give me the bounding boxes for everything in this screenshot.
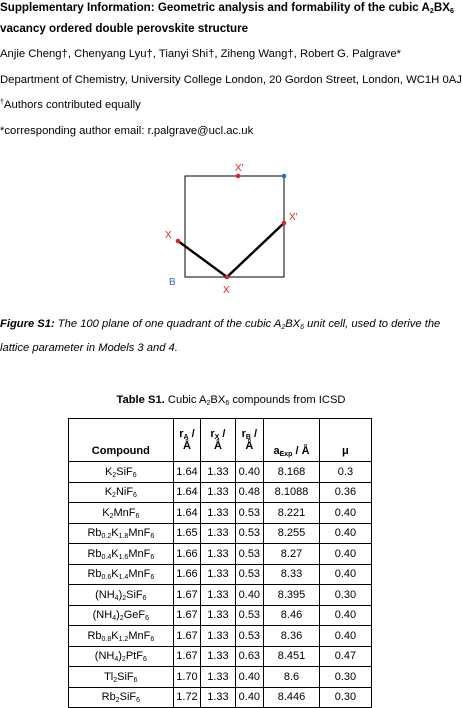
formula-subscript: 0.2 [101,533,112,541]
x-prime-top-atom [236,174,241,179]
cell-rb: 0.53 [235,626,264,647]
formula-subscript: 0.6 [101,574,112,582]
cell-compound [69,482,174,503]
header-rx-angstrom: Å [213,440,222,452]
formula-subscript: 6 [142,656,147,664]
cell-aexp: 8.46 [264,605,320,626]
cell-mu: 0.40 [319,523,371,544]
unit-cell-diagram [150,158,310,298]
formula-subscript: 6 [145,615,149,623]
figure-caption-text: The 100 plane of one quadrant of the cubic A [54,318,282,330]
cell-mu: 0.40 [319,605,371,626]
cell-compound [69,605,174,626]
cell-ra: 1.67 [173,585,201,606]
cell-aexp: 8.36 [264,626,320,647]
caption-subscript: 2 [206,400,211,407]
table-row [69,482,372,503]
corresponding-text: *corresponding author email: r.palgrave@ucl.ac.uk [0,125,254,137]
cell-rx: 1.33 [201,585,235,606]
formula-text: K [111,629,119,642]
header-ra [173,419,201,462]
formula-text: K [102,506,110,519]
x-prime-right-atom [282,221,287,226]
formula-subscript: 4 [114,594,119,602]
formula-subscript: 1.4 [118,574,129,582]
formula-subscript: 2 [122,594,127,602]
formula-text: K [105,465,113,478]
formula-subscript: 6 [133,676,138,684]
cell-rb: 0.53 [235,605,264,626]
table-row [69,626,372,647]
formula-text: SiF [117,670,134,683]
label-x-prime-right: X′ [289,212,298,223]
label-x-left: X [165,230,172,241]
figure-caption-text: BX [285,318,301,330]
cell-ra: 1.66 [173,544,201,565]
corresponding-author [0,125,253,137]
cell-mu: 0.40 [319,564,371,585]
cell-compound [69,646,174,667]
cell-mu: 0.3 [319,462,371,483]
formula-subscript: 6 [150,533,155,541]
cell-rb: 0.63 [235,646,264,667]
cell-aexp: 8.6 [264,667,320,688]
formula-subscript: 4 [112,615,117,623]
formula-subscript: 2 [112,492,116,500]
cell-rx: 1.33 [201,462,235,483]
formula-text: SiF [126,588,143,601]
header-aexp [264,419,320,462]
table-row [69,687,372,708]
formula-text: MnF [113,506,136,519]
formula-subscript: 6 [150,635,155,643]
header-mu [319,419,371,462]
caption-subscript: 2 [281,324,286,331]
document-title-line2 [0,22,248,35]
table-row [69,667,372,688]
compounds-table [68,418,372,708]
cell-rb: 0.40 [235,585,264,606]
cell-mu: 0.40 [319,544,371,565]
cell-ra: 1.67 [173,626,201,647]
header-ra-sub: A [183,434,189,441]
equal-contribution-note [0,99,141,111]
formula-subscript: 2 [119,615,124,623]
cell-rb: 0.40 [235,462,264,483]
cell-rx: 1.33 [201,482,235,503]
header-rx [201,419,235,462]
header-rb-unit: / [250,428,258,440]
figure-caption-text-line2: lattice parameter in Models 3 and 4. [0,342,178,354]
header-rb [235,419,264,462]
cell-ra: 1.64 [173,482,201,503]
table-row [69,646,372,667]
header-mu-symbol: μ [342,445,349,457]
formula-text: Tl [104,670,114,683]
affiliation [0,74,462,86]
formula-text: MnF [128,568,151,581]
formula-subscript: 1.6 [118,553,129,561]
cell-mu: 0.30 [319,667,371,688]
cell-mu: 0.47 [319,646,371,667]
cell-rb: 0.53 [235,503,264,524]
formula-text: Rb [87,527,102,540]
table-caption [0,394,462,406]
formula-text: PtF [125,650,143,663]
cell-rb: 0.53 [235,564,264,585]
formula-text: Rb [101,691,116,704]
table-row [69,544,372,565]
figure-caption-label: Figure S1: [0,318,55,330]
table-row [69,462,372,483]
cell-compound [69,462,174,483]
cell-ra: 1.67 [173,605,201,626]
bond-right [227,223,284,277]
cell-ra: 1.72 [173,687,201,708]
header-rx-symbol: r [210,428,215,440]
cell-compound [69,687,174,708]
header-aexp-symbol: a [273,445,280,457]
table-caption-text: BX [210,394,226,406]
cell-aexp: 8.395 [264,585,320,606]
unit-cell-frame [185,176,284,277]
formula-text: ) [116,609,120,622]
document-title [0,1,454,14]
table-row [69,564,372,585]
table-row [69,585,372,606]
header-rb-symbol: r [241,428,246,440]
cell-aexp: 8.221 [264,503,320,524]
cell-mu: 0.36 [319,482,371,503]
title-text-line2: vacancy ordered double perovskite structure [0,22,249,35]
cell-aexp: 8.33 [264,564,320,585]
formula-subscript: 2 [109,512,114,520]
formula-text: SiF [116,465,133,478]
header-rb-angstrom: Å [245,440,254,452]
label-x-bottom: X [223,285,230,296]
cell-compound [69,523,174,544]
header-ra-angstrom: Å [183,440,191,452]
figure-caption-line2 [0,342,178,354]
cell-compound [69,667,174,688]
formula-subscript: 6 [132,471,137,479]
formula-text: MnF [128,527,151,540]
header-compound [69,419,174,462]
formula-subscript: 6 [136,697,141,705]
cell-aexp: 8.27 [264,544,320,565]
formula-text: GeF [123,609,146,622]
formula-subscript: 6 [150,574,155,582]
formula-subscript: 2 [113,676,118,684]
title-subscript: 2 [429,8,434,15]
formula-text: MnF [128,629,151,642]
formula-text: K [104,486,113,499]
cell-rb: 0.48 [235,482,264,503]
cell-mu: 0.30 [319,585,371,606]
formula-text: K [111,547,119,560]
table-row [69,523,372,544]
cell-ra: 1.66 [173,564,201,585]
caption-subscript: 6 [225,400,230,407]
formula-subscript: 2 [112,471,117,479]
cell-rb: 0.40 [235,667,264,688]
label-x-prime-top: X′ [235,163,244,174]
cell-ra: 1.64 [173,503,201,524]
header-rx-sub: X [214,434,220,441]
formula-text: SiF [119,691,137,704]
cell-aexp: 8.168 [264,462,320,483]
table-header-row [69,419,372,462]
cell-rb: 0.40 [235,687,264,708]
cell-aexp: 8.1088 [264,482,320,503]
x-left-atom [176,239,181,244]
formula-subscript: 6 [135,512,140,520]
cell-rx: 1.33 [201,687,235,708]
header-ra-symbol: r [179,428,184,440]
header-rb-sub: B [245,434,251,441]
cell-rx: 1.33 [201,646,235,667]
table-row [69,503,372,524]
formula-subscript: 6 [150,553,155,561]
formula-text: K [111,568,119,581]
cell-rx: 1.33 [201,667,235,688]
formula-text: (NH [92,609,113,622]
cell-aexp: 8.446 [264,687,320,708]
formula-text: Rb [87,629,102,642]
cell-compound [69,544,174,565]
cell-ra: 1.64 [173,462,201,483]
cell-compound [69,564,174,585]
formula-text: MnF [128,547,151,560]
header-ra-unit: / [188,428,195,440]
cell-rx: 1.33 [201,605,235,626]
cell-rx: 1.33 [201,626,235,647]
formula-subscript: 6 [142,594,147,602]
cell-rb: 0.53 [235,523,264,544]
formula-text: K [111,527,119,540]
cell-mu: 0.40 [319,626,371,647]
formula-subscript: 0.8 [101,635,112,643]
table-caption-text: Cubic A [164,394,207,406]
formula-subscript: 2 [121,656,126,664]
equal-note-text: Authors contributed equally [3,99,141,111]
cell-rx: 1.33 [201,564,235,585]
formula-text: (NH [94,650,115,663]
author-names: Anjie Cheng†, Chenyang Lyu†, Tianyi Shi†, Ziheng Wang†, Robert G. Palgrave* [0,48,402,60]
formula-subscript: 6 [133,492,137,500]
title-text-mid: BX [433,1,450,14]
header-aexp-sub: Exp [279,451,293,458]
dagger-mark: † [0,99,4,106]
formula-text: ) [118,650,122,663]
cell-rb: 0.53 [235,544,264,565]
formula-subscript: 0.4 [101,553,112,561]
author-list [0,48,401,60]
cell-rx: 1.33 [201,523,235,544]
formula-text: ) [118,588,123,601]
cell-aexp: 8.255 [264,523,320,544]
formula-text: Rb [87,568,102,581]
x-bottom-atom [225,275,230,280]
figure-caption [0,318,440,330]
b-atom-top-right [282,174,287,179]
cell-ra: 1.65 [173,523,201,544]
formula-subscript: 1.8 [118,533,129,541]
table-body [69,462,372,708]
cell-compound [69,626,174,647]
caption-subscript: 6 [300,324,305,331]
cell-compound [69,503,174,524]
formula-subscript: 2 [115,697,120,705]
cell-mu: 0.40 [319,503,371,524]
affiliation-text: Department of Chemistry, University College London, 20 Gordon Street, London, WC1H 0AJ [0,74,462,86]
cell-rx: 1.33 [201,544,235,565]
formula-text: (NH [95,588,115,601]
cell-ra: 1.70 [173,667,201,688]
header-aexp-unit: / Å [292,445,310,457]
cell-ra: 1.67 [173,646,201,667]
cell-compound [69,585,174,606]
formula-text: NiF [115,486,134,499]
table-row [69,605,372,626]
cell-rx: 1.33 [201,503,235,524]
cell-aexp: 8.451 [264,646,320,667]
cell-mu: 0.30 [319,687,371,708]
formula-subscript: 1.2 [118,635,129,643]
title-subscript: 6 [449,8,454,15]
figure-caption-text: unit cell, used to derive the [304,318,441,330]
title-text: Supplementary Information: Geometric analysis and formability of the cubic A [0,1,430,14]
header-compound-text: Compound [91,445,150,457]
table-caption-text: compounds from ICSD [229,394,346,406]
formula-text: Rb [87,547,102,560]
table-caption-label: Table S1. [116,394,165,406]
label-b: B [169,277,176,288]
formula-subscript: 4 [114,656,119,664]
header-rx-unit: / [219,428,226,440]
